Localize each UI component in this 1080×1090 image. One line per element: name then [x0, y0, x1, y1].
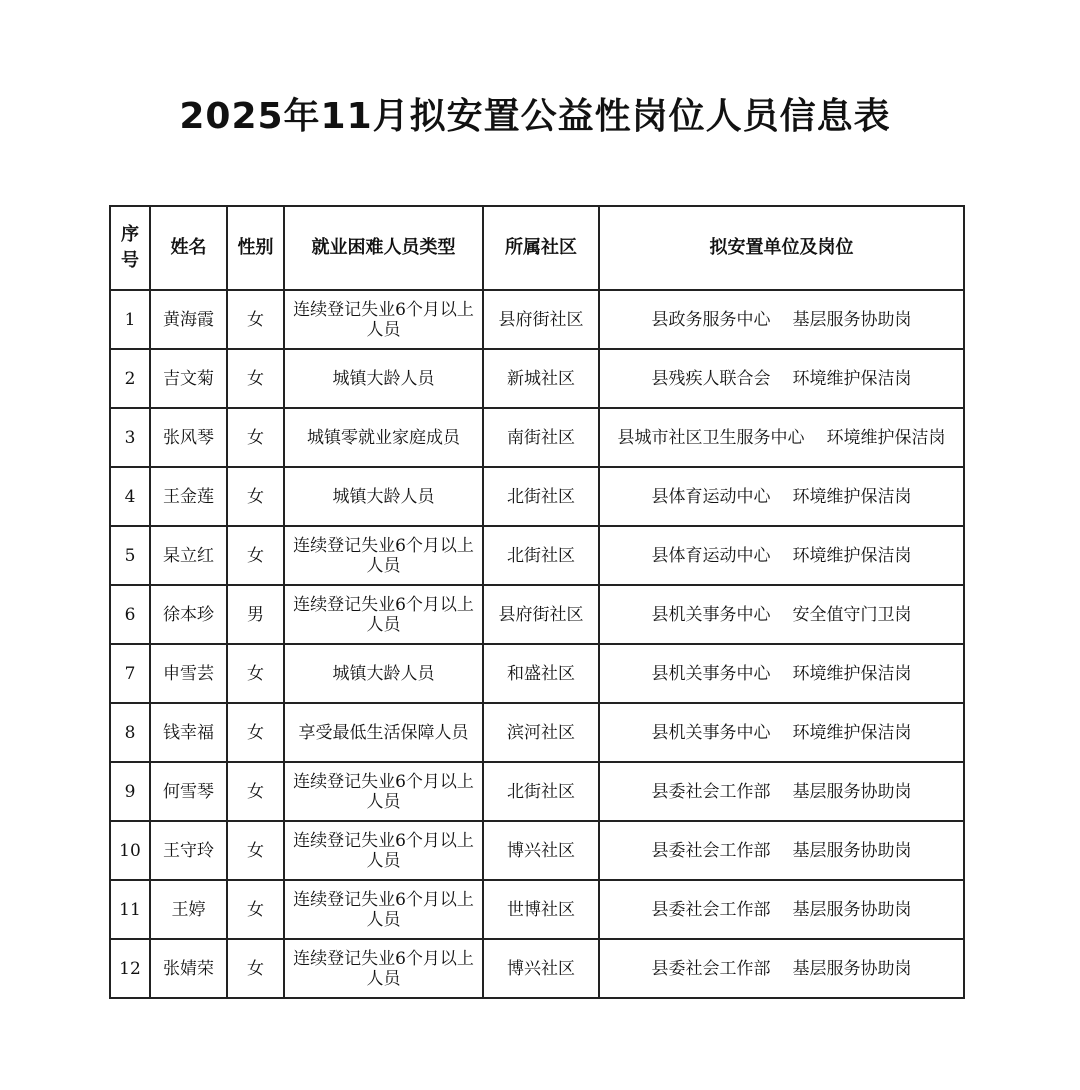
cell-community: 博兴社区	[483, 939, 599, 998]
cell-post: 基层服务协助岗	[792, 958, 912, 979]
table-row	[110, 762, 964, 821]
cell-community: 北街社区	[483, 762, 599, 821]
cell-unit: 县机关事务中心	[651, 663, 771, 684]
cell-post: 环境维护保洁岗	[792, 486, 912, 507]
cell-unit: 县城市社区卫生服务中心	[617, 427, 805, 448]
header-sex: 性别	[227, 206, 284, 290]
cell-unit: 县残疾人联合会	[651, 368, 771, 389]
cell-name: 张婧荣	[150, 939, 227, 998]
cell-unit: 县体育运动中心	[651, 545, 771, 566]
cell-sex: 男	[227, 585, 284, 644]
cell-unit: 县机关事务中心	[651, 604, 771, 625]
cell-name: 钱幸福	[150, 703, 227, 762]
table-row	[110, 703, 964, 762]
cell-unit: 县机关事务中心	[651, 722, 771, 743]
table-row	[110, 467, 964, 526]
cell-community: 滨河社区	[483, 703, 599, 762]
cell-sex: 女	[227, 880, 284, 939]
header-serial-number-line2: 号	[121, 250, 139, 271]
cell-serial-number: 7	[110, 644, 150, 703]
cell-unit: 县委社会工作部	[651, 958, 771, 979]
cell-unit: 县委社会工作部	[651, 840, 771, 861]
header-serial-number	[110, 206, 150, 290]
cell-post: 环境维护保洁岗	[792, 545, 912, 566]
cell-post: 基层服务协助岗	[792, 899, 912, 920]
cell-unit-and-post	[599, 290, 964, 349]
table-row	[110, 349, 964, 408]
cell-serial-number: 9	[110, 762, 150, 821]
cell-difficulty-type: 城镇大龄人员	[284, 349, 483, 408]
cell-community: 南街社区	[483, 408, 599, 467]
cell-unit: 县体育运动中心	[651, 486, 771, 507]
header-serial-number-line1: 序	[121, 224, 139, 245]
cell-name: 吉文菊	[150, 349, 227, 408]
cell-sex: 女	[227, 821, 284, 880]
cell-difficulty-type: 连续登记失业6个月以上人员	[284, 880, 483, 939]
cell-sex: 女	[227, 290, 284, 349]
header-name: 姓名	[150, 206, 227, 290]
cell-post: 环境维护保洁岗	[792, 663, 912, 684]
cell-serial-number: 10	[110, 821, 150, 880]
cell-name: 徐本珍	[150, 585, 227, 644]
cell-community: 县府街社区	[483, 290, 599, 349]
cell-sex: 女	[227, 467, 284, 526]
cell-serial-number: 6	[110, 585, 150, 644]
cell-unit-and-post	[599, 644, 964, 703]
cell-unit: 县委社会工作部	[651, 781, 771, 802]
cell-post: 环境维护保洁岗	[792, 722, 912, 743]
cell-name: 何雪琴	[150, 762, 227, 821]
cell-post: 环境维护保洁岗	[792, 368, 912, 389]
cell-difficulty-type: 城镇大龄人员	[284, 644, 483, 703]
page-title: 2025年11月拟安置公益性岗位人员信息表	[179, 96, 891, 137]
cell-post: 基层服务协助岗	[792, 781, 912, 802]
cell-name: 王金莲	[150, 467, 227, 526]
table-row	[110, 585, 964, 644]
cell-post: 环境维护保洁岗	[826, 427, 946, 448]
cell-serial-number: 5	[110, 526, 150, 585]
cell-unit-and-post	[599, 762, 964, 821]
cell-community: 和盛社区	[483, 644, 599, 703]
cell-unit-and-post	[599, 939, 964, 998]
table-row	[110, 939, 964, 998]
table-row	[110, 290, 964, 349]
cell-serial-number: 2	[110, 349, 150, 408]
cell-difficulty-type: 连续登记失业6个月以上人员	[284, 821, 483, 880]
table-row	[110, 644, 964, 703]
cell-name: 张风琴	[150, 408, 227, 467]
cell-name: 申雪芸	[150, 644, 227, 703]
cell-difficulty-type: 城镇零就业家庭成员	[284, 408, 483, 467]
cell-unit: 县委社会工作部	[651, 899, 771, 920]
cell-sex: 女	[227, 762, 284, 821]
cell-name: 王守玲	[150, 821, 227, 880]
table-row	[110, 526, 964, 585]
cell-unit-and-post	[599, 880, 964, 939]
cell-unit-and-post	[599, 585, 964, 644]
cell-serial-number: 3	[110, 408, 150, 467]
cell-serial-number: 11	[110, 880, 150, 939]
table-row	[110, 880, 964, 939]
cell-sex: 女	[227, 939, 284, 998]
cell-community: 北街社区	[483, 526, 599, 585]
cell-serial-number: 4	[110, 467, 150, 526]
cell-difficulty-type: 享受最低生活保障人员	[284, 703, 483, 762]
cell-difficulty-type: 连续登记失业6个月以上人员	[284, 939, 483, 998]
cell-sex: 女	[227, 644, 284, 703]
table-row	[110, 408, 964, 467]
cell-sex: 女	[227, 408, 284, 467]
header-unit-and-post: 拟安置单位及岗位	[599, 206, 964, 290]
cell-unit-and-post	[599, 467, 964, 526]
cell-unit-and-post	[599, 703, 964, 762]
table-body	[110, 290, 964, 998]
cell-serial-number: 8	[110, 703, 150, 762]
cell-difficulty-type: 城镇大龄人员	[284, 467, 483, 526]
cell-sex: 女	[227, 526, 284, 585]
cell-difficulty-type: 连续登记失业6个月以上人员	[284, 290, 483, 349]
cell-unit-and-post	[599, 526, 964, 585]
cell-difficulty-type: 连续登记失业6个月以上人员	[284, 762, 483, 821]
cell-post: 基层服务协助岗	[792, 840, 912, 861]
cell-post: 基层服务协助岗	[792, 309, 912, 330]
cell-community: 县府街社区	[483, 585, 599, 644]
header-community: 所属社区	[483, 206, 599, 290]
cell-sex: 女	[227, 349, 284, 408]
cell-sex: 女	[227, 703, 284, 762]
cell-post: 安全值守门卫岗	[792, 604, 912, 625]
cell-unit-and-post	[599, 821, 964, 880]
cell-community: 北街社区	[483, 467, 599, 526]
cell-unit: 县政务服务中心	[651, 309, 771, 330]
cell-community: 博兴社区	[483, 821, 599, 880]
cell-unit-and-post	[599, 349, 964, 408]
cell-name: 王婷	[150, 880, 227, 939]
cell-unit-and-post	[599, 408, 964, 467]
cell-serial-number: 1	[110, 290, 150, 349]
cell-community: 新城社区	[483, 349, 599, 408]
table-header-row	[110, 206, 964, 290]
cell-serial-number: 12	[110, 939, 150, 998]
cell-difficulty-type: 连续登记失业6个月以上人员	[284, 585, 483, 644]
cell-name: 黄海霞	[150, 290, 227, 349]
cell-difficulty-type: 连续登记失业6个月以上人员	[284, 526, 483, 585]
cell-name: 杲立红	[150, 526, 227, 585]
header-difficulty-type: 就业困难人员类型	[284, 206, 483, 290]
table-row	[110, 821, 964, 880]
personnel-info-table	[109, 205, 965, 999]
cell-community: 世博社区	[483, 880, 599, 939]
